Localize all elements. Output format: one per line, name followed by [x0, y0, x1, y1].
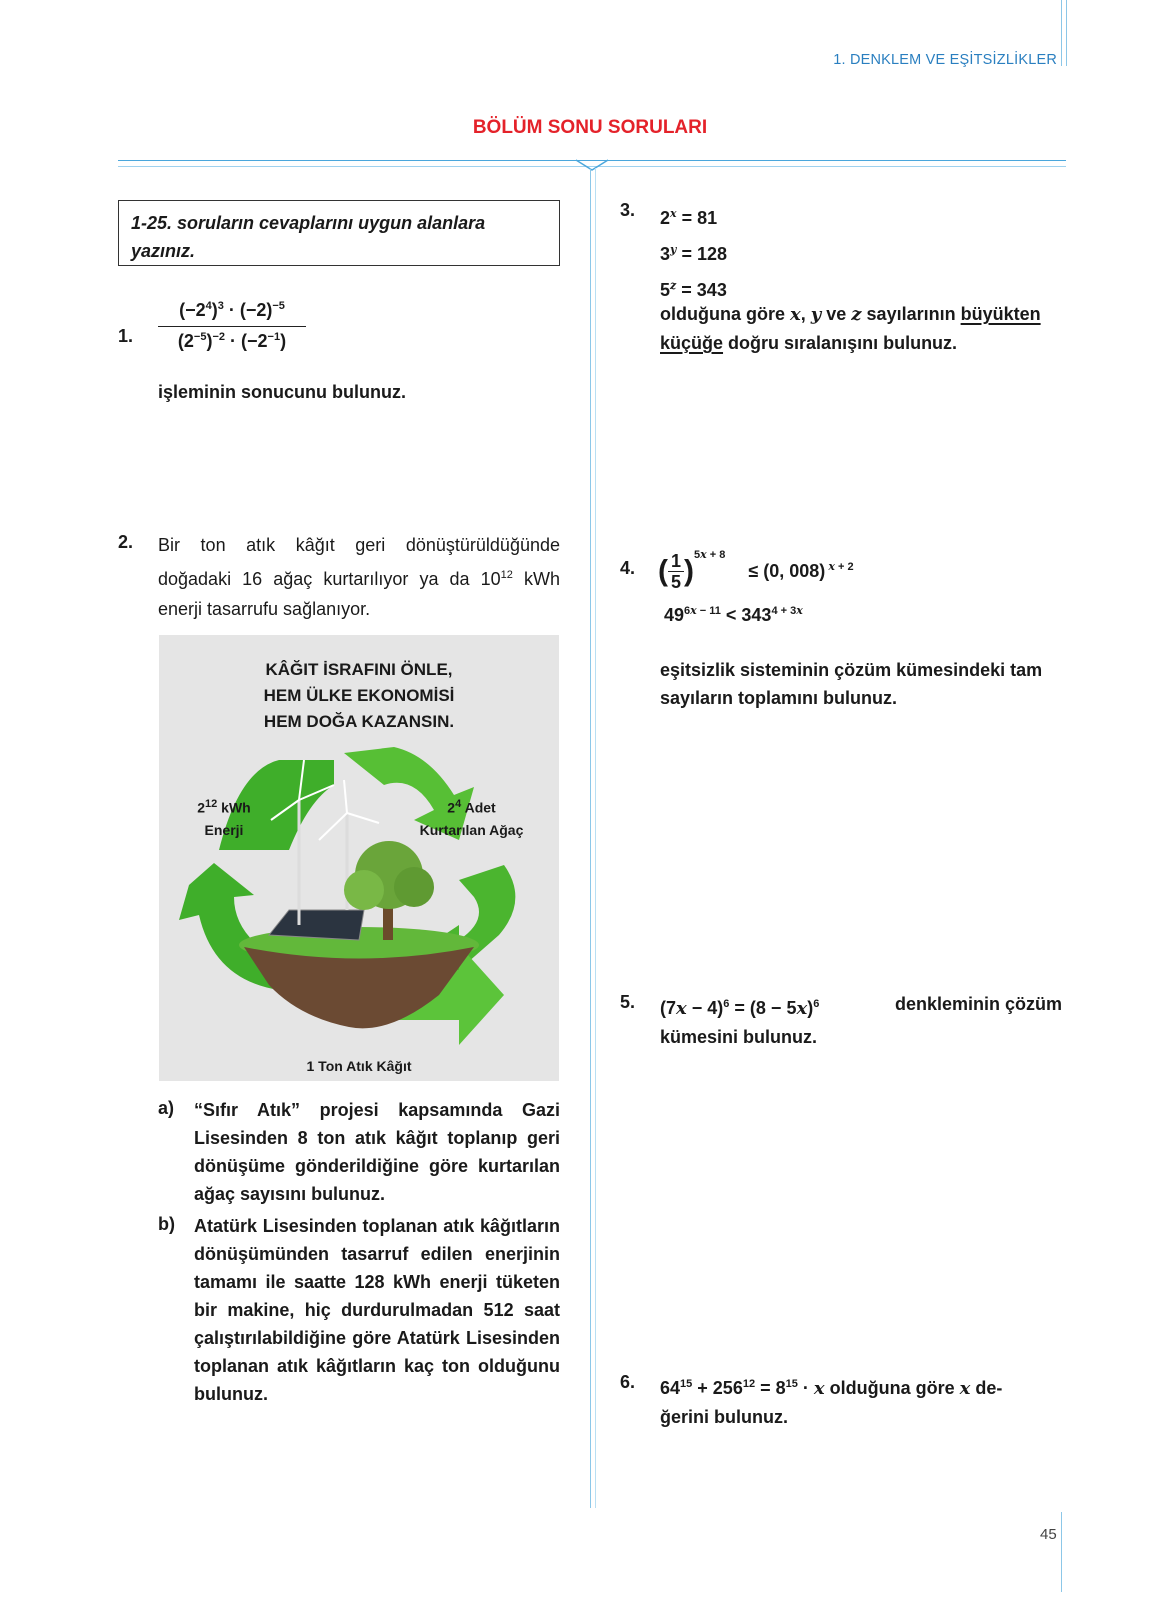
page-number: 45 [1040, 1526, 1057, 1543]
chapter-header: 1. DENKLEM VE EŞİTSİZLİKLER [833, 52, 1057, 68]
poster-title: KÂĞIT İSRAFINI ÖNLE, HEM ÜLKE EKONOMİSİ HEM DOĞA KAZANSIN. [263, 660, 455, 731]
column-divider [590, 168, 591, 1508]
question-1-number: 1. [118, 326, 134, 346]
energy-label: $2^{12}$ kWh Enerji [197, 798, 251, 838]
question-3-equations: 2$^x$ = 81 3$^y$ = 128 5$^z$ = 343 [660, 207, 727, 300]
solar-panel [269, 910, 364, 940]
question-4-text: eşitsizlik sisteminin çözüm kümesindeki tam sayıların toplamını bulunuz. [660, 660, 1043, 708]
recycle-illustration [159, 635, 559, 1081]
question-5-number: 5. [620, 992, 636, 1012]
question-2b-label: b) [158, 1214, 175, 1234]
rule-notch [576, 158, 608, 172]
question-2-text: Bir ton atık kâğıt geri dönüştürüldüğünde doğadaki 16 ağaç kurtarılıyor ya da $10^{12}$ kWh enerji tasarrufu sağlanıyor. [158, 535, 560, 619]
question-4-number: 4. [620, 558, 636, 578]
question-6-text: $64^{15} + 256^{12} = 8^{15} \cdot x$ olduğuna göre x de- ğerini bulunuz. [660, 1378, 1003, 1427]
question-2-number: 2. [118, 532, 134, 552]
question-5-text: $(7x - 4)^6 = (8 - 5x)^6$ denkleminin çözüm kümesini bulunuz. [660, 994, 1062, 1047]
trees-label: $2^4$ Adet Kurtarılan Ağaç [419, 798, 524, 838]
question-2b-text: Atatürk Lisesinden toplanan atık kâğıtların dönüşümünden tasarruf edilen enerjinin tamamı ile saatte 128 kWh enerji tüketen bir makine, hiç durdurulmadan 512 saat çalıştırılabildiğine göre Atatürk Lisesinden toplanan atık kâğıtların kaç ton olduğunu bulunuz. [194, 1216, 560, 1404]
question-2a-text: “Sıfır Atık” projesi kapsamında Gazi Lisesinden 8 ton atık kâğıt toplanıp geri dönüşüme gönderildiğine göre kurtarılan ağaç sayısını bulunuz. [194, 1100, 560, 1204]
paper-label: 1 Ton Atık Kâğıt [306, 1058, 412, 1074]
question-1-text: işleminin sonucunu bulunuz. [158, 382, 406, 402]
header-divider [1066, 0, 1067, 66]
instructions-box: 1-25. soruların cevaplarını uygun alanlara yazınız. [118, 200, 560, 266]
recycling-poster [159, 635, 559, 1081]
column-divider [595, 168, 596, 1508]
question-4-inequality-1: $(\frac{1}{5})^{5x + 8} \le (0$, 008) $^{x + 2}$ [658, 548, 854, 592]
header-divider [1061, 0, 1062, 66]
question-4-inequality-2: $49^{6x - 11} < 343^{4 + 3x}$ [664, 604, 803, 625]
question-2a-label: a) [158, 1098, 175, 1118]
question-6-number: 6. [620, 1372, 636, 1392]
section-title: BÖLÜM SONU SORULARI [472, 117, 708, 138]
footer-divider [1061, 1512, 1062, 1592]
question-1-expression: $(-2^4)^3 \cdot (-2)^{-5}$ $(2^{-5})^{-2} \cdot (-2^{-1})$ [158, 300, 306, 357]
question-3-text: olduğuna göre x, y ve z sayılarının büyükten küçüğe doğru sıralanışını bulunuz. [660, 304, 1041, 353]
question-3-number: 3. [620, 200, 636, 220]
